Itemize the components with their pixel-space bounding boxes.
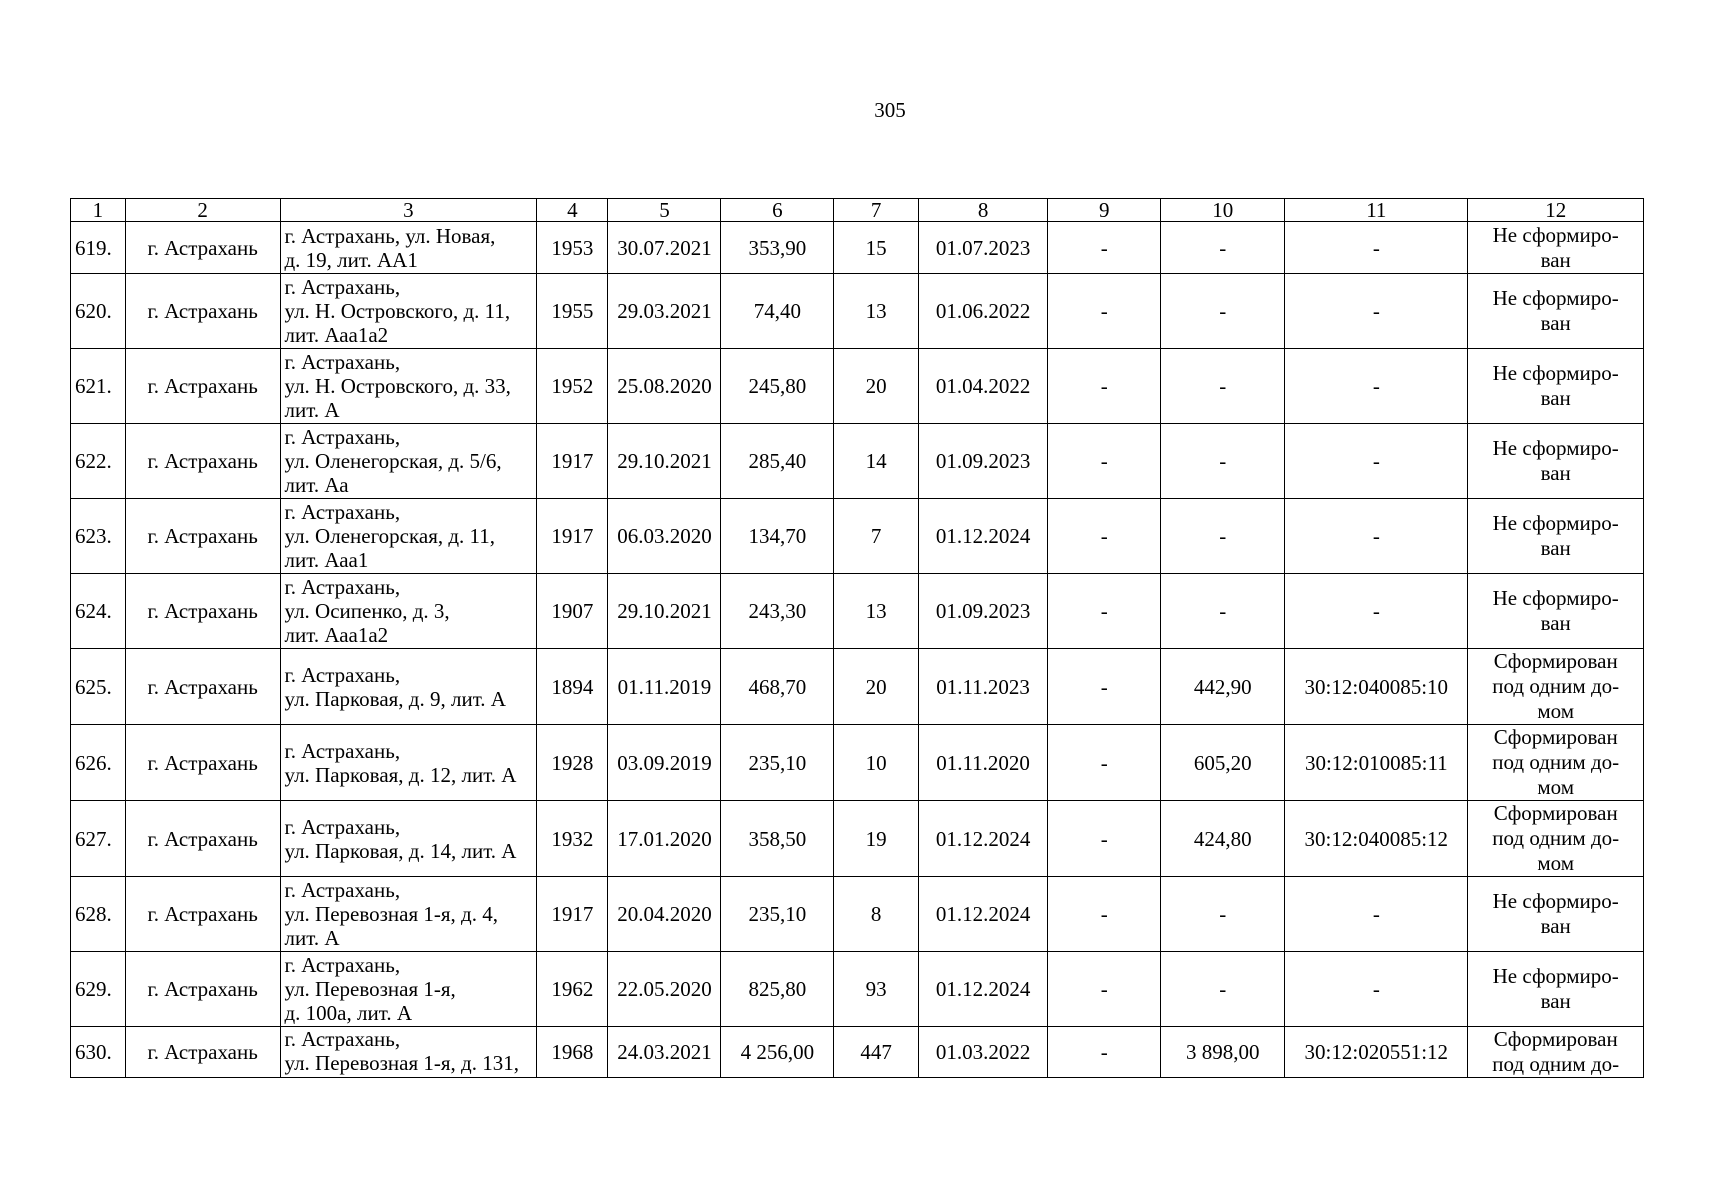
city-cell: г. Астрахань — [125, 1027, 280, 1078]
city-cell: г. Астрахань — [125, 649, 280, 725]
city-cell: г. Астрахань — [125, 952, 280, 1027]
city-cell: г. Астрахань — [125, 424, 280, 499]
housing-registry-table — [70, 198, 1644, 1078]
year-cell: 1932 — [537, 801, 608, 877]
table-row — [71, 499, 1644, 574]
cadastral-number-cell: - — [1285, 499, 1468, 574]
table-row — [71, 877, 1644, 952]
column-header: 3 — [280, 199, 537, 222]
area-cell: 235,10 — [721, 725, 834, 801]
column-9-cell: - — [1048, 424, 1161, 499]
land-area-cell: - — [1161, 877, 1285, 952]
deadline-cell: 01.12.2024 — [918, 952, 1047, 1027]
column-header: 1 — [71, 199, 126, 222]
cadastral-number-cell: - — [1285, 424, 1468, 499]
column-9-cell: - — [1048, 1027, 1161, 1078]
column-header: 11 — [1285, 199, 1468, 222]
area-cell: 134,70 — [721, 499, 834, 574]
date-cell: 01.11.2019 — [608, 649, 721, 725]
residents-cell: 10 — [834, 725, 918, 801]
table-row — [71, 274, 1644, 349]
deadline-cell: 01.11.2023 — [918, 649, 1047, 725]
land-area-cell: 424,80 — [1161, 801, 1285, 877]
area-cell: 74,40 — [721, 274, 834, 349]
address-cell: г. Астрахань, ул. Перевозная 1-я, д. 4, лит. А — [280, 877, 537, 952]
land-status-cell: Сформирован под одним до- мом — [1468, 801, 1644, 877]
land-area-cell: - — [1161, 349, 1285, 424]
area-cell: 353,90 — [721, 222, 834, 274]
residents-cell: 20 — [834, 349, 918, 424]
column-header: 12 — [1468, 199, 1644, 222]
area-cell: 4 256,00 — [721, 1027, 834, 1078]
land-area-cell: - — [1161, 499, 1285, 574]
deadline-cell: 01.12.2024 — [918, 801, 1047, 877]
row-number: 621. — [71, 349, 126, 424]
land-status-cell: Не сформиро- ван — [1468, 952, 1644, 1027]
residents-cell: 20 — [834, 649, 918, 725]
land-status-cell: Сформирован под одним до- — [1468, 1027, 1644, 1078]
year-cell: 1952 — [537, 349, 608, 424]
row-number: 624. — [71, 574, 126, 649]
row-number: 622. — [71, 424, 126, 499]
deadline-cell: 01.09.2023 — [918, 574, 1047, 649]
residents-cell: 447 — [834, 1027, 918, 1078]
row-number: 623. — [71, 499, 126, 574]
date-cell: 25.08.2020 — [608, 349, 721, 424]
date-cell: 20.04.2020 — [608, 877, 721, 952]
page-number: 305 — [874, 98, 906, 122]
residents-cell: 7 — [834, 499, 918, 574]
year-cell: 1917 — [537, 424, 608, 499]
address-cell: г. Астрахань, ул. Осипенко, д. 3, лит. Ааа1а2 — [280, 574, 537, 649]
year-cell: 1968 — [537, 1027, 608, 1078]
date-cell: 03.09.2019 — [608, 725, 721, 801]
date-cell: 29.03.2021 — [608, 274, 721, 349]
deadline-cell: 01.12.2024 — [918, 877, 1047, 952]
land-status-cell: Не сформиро- ван — [1468, 349, 1644, 424]
row-number: 629. — [71, 952, 126, 1027]
deadline-cell: 01.12.2024 — [918, 499, 1047, 574]
table-row — [71, 725, 1644, 801]
land-status-cell: Не сформиро- ван — [1468, 574, 1644, 649]
address-cell: г. Астрахань, ул. Парковая, д. 12, лит. А — [280, 725, 537, 801]
residents-cell: 13 — [834, 274, 918, 349]
area-cell: 243,30 — [721, 574, 834, 649]
address-cell: г. Астрахань, ул. Перевозная 1-я, д. 131, — [280, 1027, 537, 1078]
table-row — [71, 222, 1644, 274]
deadline-cell: 01.11.2020 — [918, 725, 1047, 801]
land-area-cell: - — [1161, 424, 1285, 499]
cadastral-number-cell: 30:12:010085:11 — [1285, 725, 1468, 801]
column-9-cell: - — [1048, 574, 1161, 649]
land-area-cell: - — [1161, 574, 1285, 649]
column-header: 7 — [834, 199, 918, 222]
land-area-cell: 3 898,00 — [1161, 1027, 1285, 1078]
column-header: 5 — [608, 199, 721, 222]
area-cell: 235,10 — [721, 877, 834, 952]
year-cell: 1953 — [537, 222, 608, 274]
city-cell: г. Астрахань — [125, 574, 280, 649]
address-cell: г. Астрахань, ул. Н. Островского, д. 11, лит. Ааа1а2 — [280, 274, 537, 349]
year-cell: 1917 — [537, 877, 608, 952]
cadastral-number-cell: - — [1285, 574, 1468, 649]
deadline-cell: 01.09.2023 — [918, 424, 1047, 499]
year-cell: 1955 — [537, 274, 608, 349]
area-cell: 285,40 — [721, 424, 834, 499]
deadline-cell: 01.06.2022 — [918, 274, 1047, 349]
address-cell: г. Астрахань, ул. Н. Островского, д. 33, лит. А — [280, 349, 537, 424]
cadastral-number-cell: - — [1285, 274, 1468, 349]
column-9-cell: - — [1048, 649, 1161, 725]
column-header: 9 — [1048, 199, 1161, 222]
residents-cell: 19 — [834, 801, 918, 877]
address-cell: г. Астрахань, ул. Парковая, д. 14, лит. А — [280, 801, 537, 877]
table-row — [71, 649, 1644, 725]
land-status-cell: Сформирован под одним до- мом — [1468, 649, 1644, 725]
column-9-cell: - — [1048, 274, 1161, 349]
date-cell: 17.01.2020 — [608, 801, 721, 877]
address-cell: г. Астрахань, ул. Перевозная 1-я, д. 100а, лит. А — [280, 952, 537, 1027]
column-header: 4 — [537, 199, 608, 222]
date-cell: 24.03.2021 — [608, 1027, 721, 1078]
table-row — [71, 1027, 1644, 1078]
city-cell: г. Астрахань — [125, 222, 280, 274]
city-cell: г. Астрахань — [125, 877, 280, 952]
date-cell: 30.07.2021 — [608, 222, 721, 274]
column-number-row — [71, 199, 1644, 222]
address-cell: г. Астрахань, ул. Оленегорская, д. 11, лит. Ааа1 — [280, 499, 537, 574]
row-number: 627. — [71, 801, 126, 877]
city-cell: г. Астрахань — [125, 349, 280, 424]
row-number: 619. — [71, 222, 126, 274]
area-cell: 825,80 — [721, 952, 834, 1027]
cadastral-number-cell: - — [1285, 877, 1468, 952]
table-row — [71, 952, 1644, 1027]
city-cell: г. Астрахань — [125, 499, 280, 574]
cadastral-number-cell: - — [1285, 349, 1468, 424]
land-status-cell: Не сформиро- ван — [1468, 424, 1644, 499]
column-header: 6 — [721, 199, 834, 222]
row-number: 625. — [71, 649, 126, 725]
column-9-cell: - — [1048, 877, 1161, 952]
land-area-cell: 442,90 — [1161, 649, 1285, 725]
residents-cell: 13 — [834, 574, 918, 649]
row-number: 620. — [71, 274, 126, 349]
year-cell: 1917 — [537, 499, 608, 574]
table-row — [71, 424, 1644, 499]
land-status-cell: Не сформиро- ван — [1468, 499, 1644, 574]
deadline-cell: 01.07.2023 — [918, 222, 1047, 274]
column-header: 10 — [1161, 199, 1285, 222]
land-area-cell: - — [1161, 952, 1285, 1027]
address-cell: г. Астрахань, ул. Оленегорская, д. 5/6, лит. Аа — [280, 424, 537, 499]
year-cell: 1894 — [537, 649, 608, 725]
column-9-cell: - — [1048, 952, 1161, 1027]
address-cell: г. Астрахань, ул. Новая, д. 19, лит. АА1 — [280, 222, 537, 274]
land-area-cell: 605,20 — [1161, 725, 1285, 801]
cadastral-number-cell: - — [1285, 222, 1468, 274]
column-header: 2 — [125, 199, 280, 222]
table-row — [71, 574, 1644, 649]
date-cell: 29.10.2021 — [608, 574, 721, 649]
column-9-cell: - — [1048, 499, 1161, 574]
land-status-cell: Не сформиро- ван — [1468, 274, 1644, 349]
column-9-cell: - — [1048, 222, 1161, 274]
land-status-cell: Не сформиро- ван — [1468, 222, 1644, 274]
year-cell: 1907 — [537, 574, 608, 649]
land-status-cell: Не сформиро- ван — [1468, 877, 1644, 952]
residents-cell: 14 — [834, 424, 918, 499]
cadastral-number-cell: - — [1285, 952, 1468, 1027]
deadline-cell: 01.03.2022 — [918, 1027, 1047, 1078]
deadline-cell: 01.04.2022 — [918, 349, 1047, 424]
area-cell: 468,70 — [721, 649, 834, 725]
date-cell: 29.10.2021 — [608, 424, 721, 499]
table-row — [71, 349, 1644, 424]
area-cell: 358,50 — [721, 801, 834, 877]
year-cell: 1962 — [537, 952, 608, 1027]
cadastral-number-cell: 30:12:040085:12 — [1285, 801, 1468, 877]
date-cell: 06.03.2020 — [608, 499, 721, 574]
column-9-cell: - — [1048, 725, 1161, 801]
column-header: 8 — [918, 199, 1047, 222]
row-number: 628. — [71, 877, 126, 952]
row-number: 630. — [71, 1027, 126, 1078]
column-9-cell: - — [1048, 801, 1161, 877]
row-number: 626. — [71, 725, 126, 801]
cadastral-number-cell: 30:12:040085:10 — [1285, 649, 1468, 725]
year-cell: 1928 — [537, 725, 608, 801]
table-row — [71, 801, 1644, 877]
cadastral-number-cell: 30:12:020551:12 — [1285, 1027, 1468, 1078]
area-cell: 245,80 — [721, 349, 834, 424]
address-cell: г. Астрахань, ул. Парковая, д. 9, лит. А — [280, 649, 537, 725]
date-cell: 22.05.2020 — [608, 952, 721, 1027]
city-cell: г. Астрахань — [125, 725, 280, 801]
residents-cell: 8 — [834, 877, 918, 952]
residents-cell: 93 — [834, 952, 918, 1027]
land-area-cell: - — [1161, 274, 1285, 349]
land-area-cell: - — [1161, 222, 1285, 274]
column-9-cell: - — [1048, 349, 1161, 424]
residents-cell: 15 — [834, 222, 918, 274]
city-cell: г. Астрахань — [125, 801, 280, 877]
city-cell: г. Астрахань — [125, 274, 280, 349]
land-status-cell: Сформирован под одним до- мом — [1468, 725, 1644, 801]
